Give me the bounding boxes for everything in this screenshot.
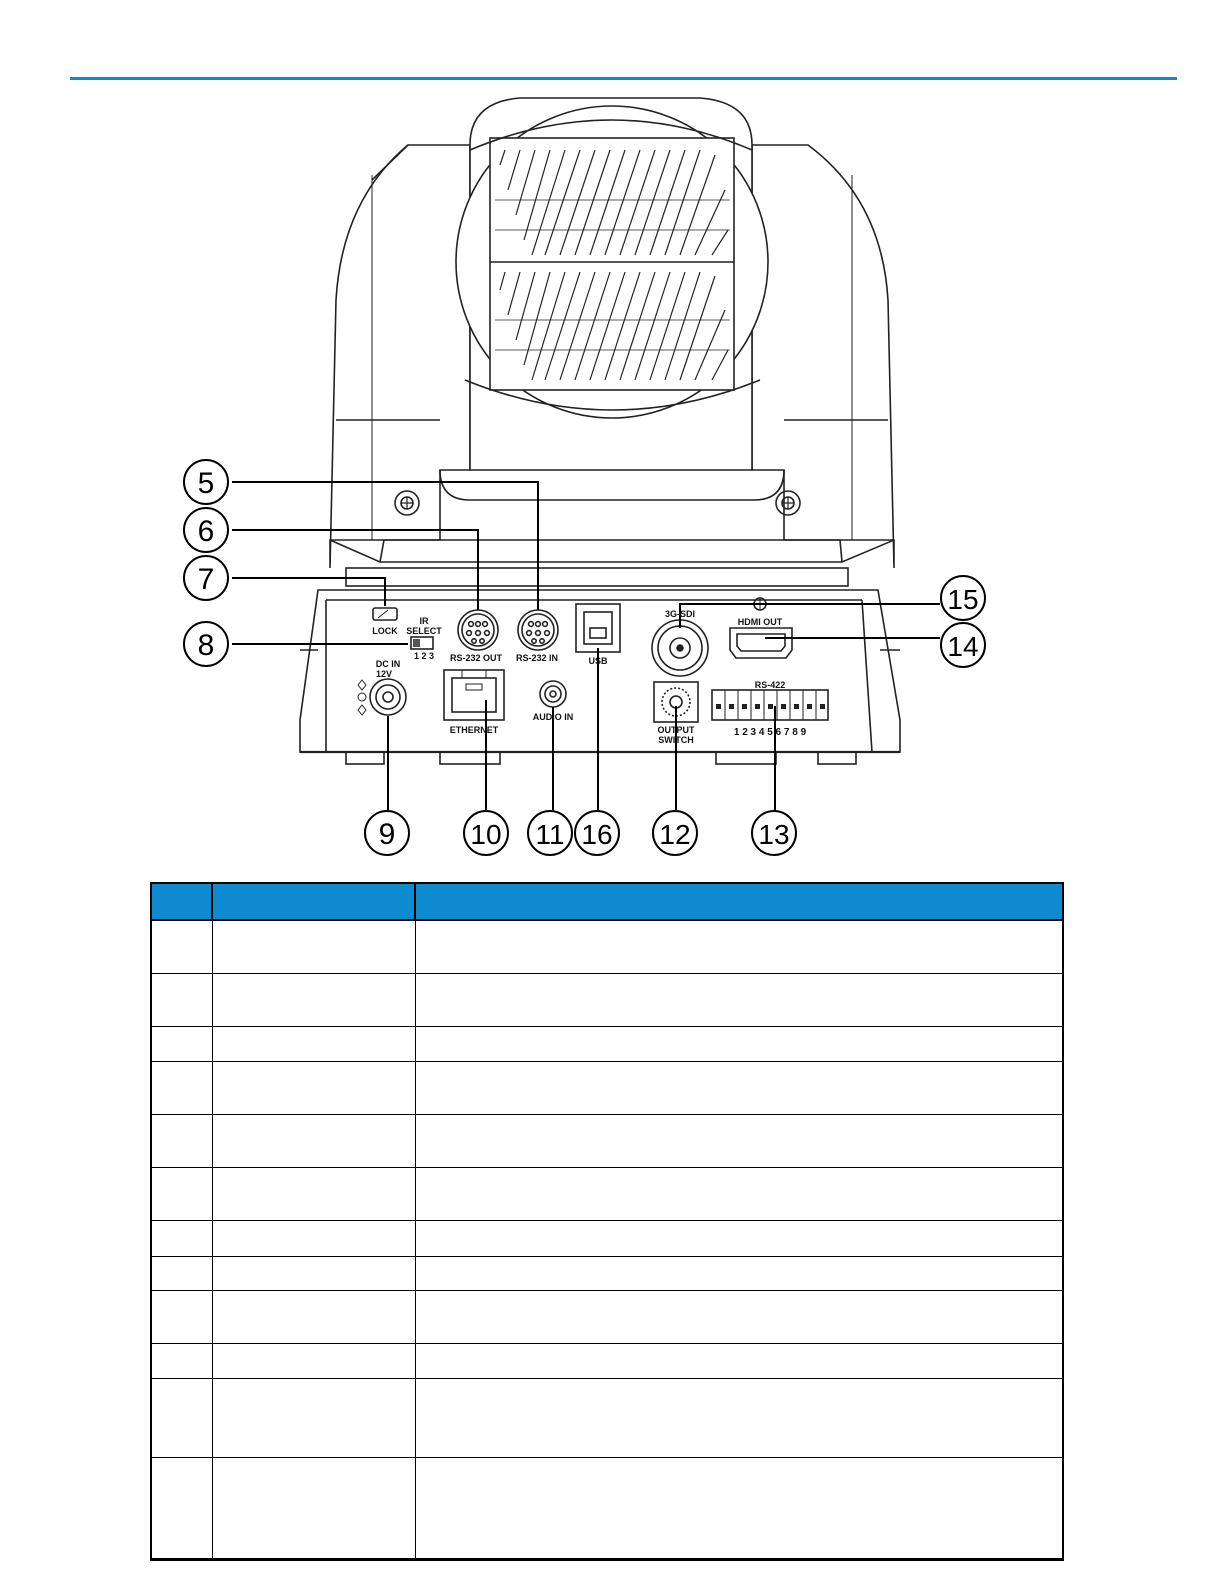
table-row xyxy=(151,1457,1063,1559)
callout-6: 6 xyxy=(197,515,215,548)
callout-12: 12 xyxy=(659,819,691,850)
rs422-pin-numbers: 1 2 3 4 5 6 7 8 9 xyxy=(733,727,807,738)
table-row xyxy=(151,1378,1063,1457)
output-switch-label-line2: SWITCH xyxy=(658,735,694,745)
callout-7: 7 xyxy=(197,563,215,596)
port-description-table xyxy=(150,882,1064,1561)
rs232-out-label: RS-232 OUT xyxy=(449,653,503,663)
rs422-label: RS-422 xyxy=(754,680,786,690)
dc-in-label-line2: 12V xyxy=(375,669,393,679)
table-row xyxy=(151,973,1063,1026)
callout-11: 11 xyxy=(535,819,565,850)
table-row xyxy=(151,1026,1063,1061)
header-no xyxy=(151,883,212,920)
table-row xyxy=(151,1256,1063,1290)
callout-13: 13 xyxy=(758,819,790,850)
hdmi-out-label: HDMI OUT xyxy=(737,617,783,627)
table-row xyxy=(151,1167,1063,1220)
table-row xyxy=(151,1343,1063,1378)
table-header-row xyxy=(151,883,1063,920)
table-row xyxy=(151,1220,1063,1256)
table-row xyxy=(151,1061,1063,1114)
callout-14: 14 xyxy=(947,631,979,662)
ir-select-positions: 1 2 3 xyxy=(413,651,435,661)
ir-select-label-line2: SELECT xyxy=(406,626,442,636)
ir-select-label-line1: IR xyxy=(419,616,429,626)
table-row xyxy=(151,920,1063,973)
table-row xyxy=(151,1290,1063,1343)
ethernet-label: ETHERNET xyxy=(449,725,499,735)
callout-9: 9 xyxy=(378,818,396,851)
audio-in-label: AUDIO IN xyxy=(532,712,574,722)
callout-10: 10 xyxy=(470,819,502,850)
table-row xyxy=(151,1114,1063,1167)
sdi-label: 3G-SDI xyxy=(664,609,696,619)
camera-head xyxy=(456,98,768,470)
callout-16: 16 xyxy=(581,819,613,850)
callout-5: 5 xyxy=(197,467,215,500)
dc-in-label-line1: DC IN xyxy=(375,659,401,669)
header-item xyxy=(212,883,415,920)
usb-label: USB xyxy=(588,656,608,666)
callout-15: 15 xyxy=(947,584,979,615)
rs232-in-label: RS-232 IN xyxy=(515,653,559,663)
header-description xyxy=(415,883,1063,920)
lock-label: LOCK xyxy=(372,626,398,636)
callout-8: 8 xyxy=(197,629,215,662)
output-switch-label-line1: OUTPUT xyxy=(657,725,695,735)
